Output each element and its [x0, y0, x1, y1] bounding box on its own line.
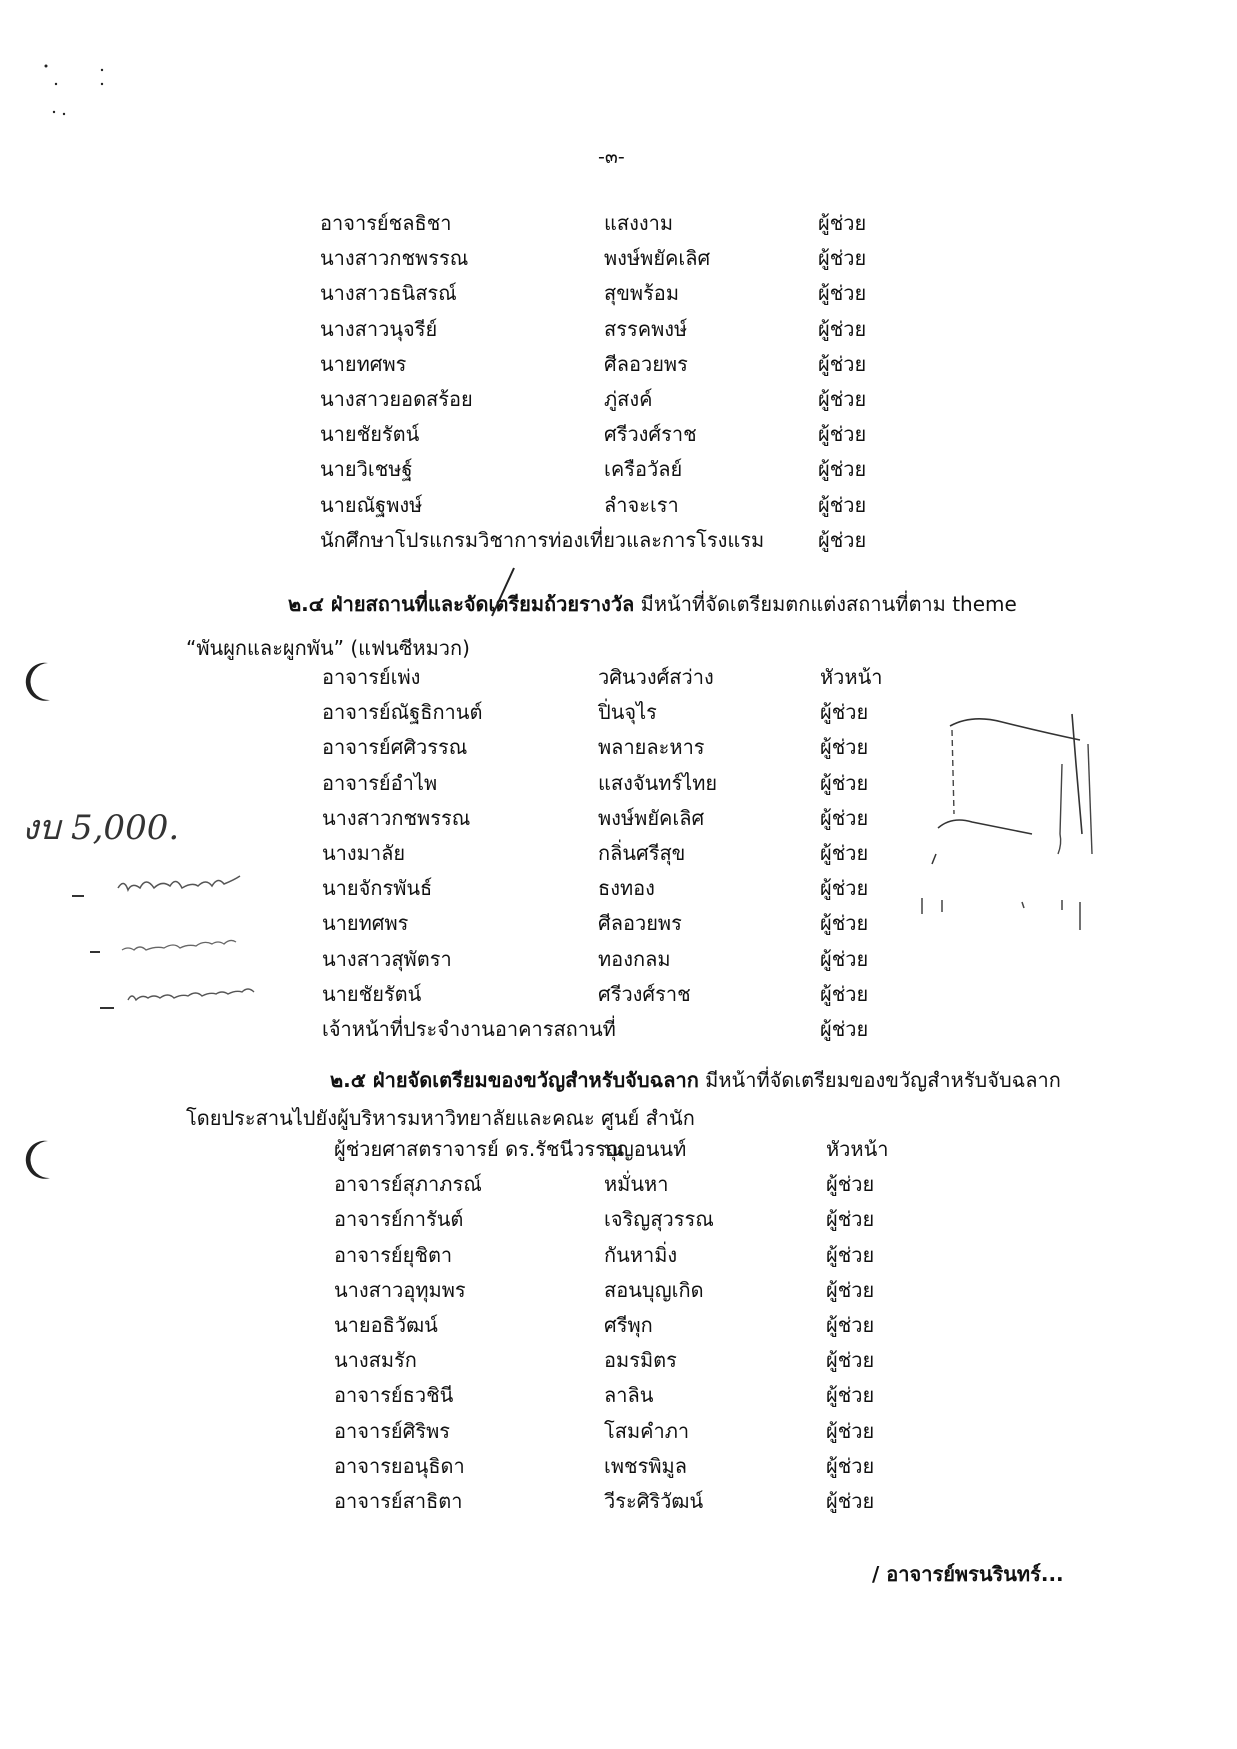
- member-role: ผู้ช่วย: [826, 1418, 875, 1443]
- member-surname: ลาลิน: [604, 1383, 654, 1408]
- member-name: นางสาวสุพัตรา: [322, 946, 452, 971]
- member-surname: โสมคำภา: [604, 1418, 690, 1443]
- member-name: นายทศพร: [320, 351, 407, 376]
- member-name: นางสาวอุทุมพร: [334, 1277, 466, 1302]
- member-name: ผู้ช่วยศาสตราจารย์ ดร.รัชนีวรรณ: [334, 1137, 625, 1161]
- list-item: [0, 1202, 1237, 1237]
- member-role: ผู้ช่วย: [826, 1172, 875, 1197]
- top-member-list: [0, 206, 1237, 558]
- list-item: [0, 1238, 1237, 1273]
- member-surname: ศรีวงศ์ราช: [604, 422, 697, 447]
- list-item: [0, 1484, 1237, 1519]
- member-name: นางสาวนุจรีย์: [320, 316, 438, 341]
- member-name: นางสาวกชพรรณ: [322, 805, 471, 830]
- member-role: ผู้ช่วย: [826, 1488, 875, 1513]
- list-item: [0, 1273, 1237, 1308]
- list-item: [0, 660, 1237, 695]
- member-surname: ศีลอวยพร: [604, 351, 688, 376]
- member-role: ผู้ช่วย: [826, 1242, 875, 1267]
- member-surname: แสงงาม: [604, 211, 674, 235]
- member-surname: กลิ่นศรีสุข: [598, 840, 686, 865]
- member-surname: ปิ่นจุไร: [598, 700, 657, 725]
- member-surname: ธงทอง: [598, 876, 655, 901]
- member-role: ผู้ช่วย: [826, 1312, 875, 1337]
- member-role: ผู้ช่วย: [826, 1207, 875, 1232]
- member-surname: พลายละหาร: [598, 735, 705, 760]
- member-role: ผู้ช่วย: [826, 1277, 875, 1302]
- binder-hole-icon: [24, 660, 54, 704]
- member-name: อาจารย์ชลธิชา: [320, 211, 452, 235]
- member-role: ผู้ช่วย: [818, 386, 867, 411]
- member-name: นายชัยรัตน์: [320, 422, 420, 447]
- section-2-4-heading: [288, 588, 1017, 620]
- member-name: อาจารย์ยุชิตา: [334, 1242, 453, 1267]
- member-role: ผู้ช่วย: [818, 351, 867, 376]
- member-role: ผู้ช่วย: [820, 700, 869, 725]
- member-role: หัวหน้า: [820, 665, 883, 689]
- member-role: ผู้ช่วย: [820, 946, 869, 971]
- binder-hole-icon: [24, 1138, 54, 1182]
- member-surname: อมรมิตร: [604, 1348, 677, 1373]
- speck-marks: [42, 62, 112, 126]
- member-name: นางสมรัก: [334, 1348, 417, 1373]
- member-role: ผู้ช่วย: [820, 1016, 869, 1041]
- section-2-5-member-list: [0, 1132, 1237, 1519]
- member-name: อาจารย์สุภาภรณ์: [334, 1172, 482, 1197]
- list-item: [0, 347, 1237, 382]
- handwritten-budget-note: งบ 5,000.: [22, 808, 180, 848]
- member-surname: เครือวัลย์: [604, 457, 683, 482]
- list-item: [0, 417, 1237, 452]
- list-item: [0, 1132, 1237, 1167]
- member-role: ผู้ช่วย: [820, 805, 869, 830]
- member-role: ผู้ช่วย: [818, 316, 867, 341]
- section-2-5-title: ๒.๕ ฝ่ายจัดเตรียมของขวัญสำหรับจับฉลาก: [330, 1068, 699, 1092]
- list-item: [0, 241, 1237, 276]
- list-item: [0, 1414, 1237, 1449]
- member-name: นายจักรพันธ์: [322, 876, 433, 901]
- handwritten-scribble-icon: [70, 862, 340, 1022]
- member-surname: วีระศิริวัฒน์: [604, 1488, 704, 1513]
- member-name: อาจารย์เพ่ง: [322, 665, 421, 689]
- member-surname: ศรีพุก: [604, 1312, 653, 1337]
- section-2-4-description: มีหน้าที่จัดเตรียมตกแต่งสถานที่ตาม theme: [634, 592, 1017, 616]
- section-2-5-description: มีหน้าที่จัดเตรียมของขวัญสำหรับจับฉลาก: [698, 1068, 1061, 1092]
- member-role: ผู้ช่วย: [818, 211, 867, 235]
- member-name: นายทศพร: [322, 911, 409, 936]
- member-surname: แสงจันทร์ไทย: [598, 770, 718, 795]
- member-name: อาจารย์ธวชินี: [334, 1383, 454, 1408]
- list-item: [0, 1308, 1237, 1343]
- member-role: หัวหน้า: [826, 1137, 889, 1161]
- strike-mark-icon: [488, 566, 518, 618]
- member-name: นางสาวกชพรรณ: [320, 246, 469, 271]
- member-surname: สุขพร้อม: [604, 281, 679, 306]
- section-2-5-coordination: โดยประสานไปยังผู้บริหารมหาวิทยาลัยและคณะ ศูนย์ สำนัก: [186, 1106, 695, 1130]
- continuation-footer: / อาจารย์พรนรินทร์...: [872, 1562, 1064, 1586]
- member-surname: สรรคพงษ์: [604, 316, 688, 341]
- member-surname: กันหามิ่ง: [604, 1242, 678, 1267]
- member-surname: สอนบุญเกิด: [604, 1277, 704, 1302]
- member-name: อาจารย์สาธิตา: [334, 1488, 463, 1513]
- list-item: [0, 523, 1237, 558]
- member-surname: พงษ์พยัคเลิศ: [598, 805, 705, 830]
- member-name: อาจารย์การันต์: [334, 1207, 464, 1232]
- member-role: ผู้ช่วย: [820, 770, 869, 795]
- list-item: [0, 452, 1237, 487]
- member-surname: เจริญสุวรรณ: [604, 1207, 714, 1232]
- member-role: ผู้ช่วย: [820, 876, 869, 901]
- member-surname: หมั่นหา: [604, 1172, 669, 1197]
- list-item: [0, 488, 1237, 523]
- member-surname: ทองกลม: [598, 946, 671, 971]
- handwritten-sketch-icon: [912, 704, 1102, 934]
- member-surname: วศินวงศ์สว่าง: [598, 665, 714, 689]
- member-surname: ศรีวงศ์ราช: [598, 981, 691, 1006]
- member-name: อาจารยอนุธิดา: [334, 1453, 465, 1478]
- list-item: [0, 276, 1237, 311]
- member-surname: ลำจะเรา: [604, 492, 679, 517]
- section-2-5-heading: [330, 1064, 1061, 1096]
- list-item: [0, 312, 1237, 347]
- member-name: เจ้าหน้าที่ประจำงานอาคารสถานที่: [322, 1016, 616, 1041]
- member-name: นางมาลัย: [322, 840, 406, 865]
- section-2-4-theme: “พันผูกและผูกพัน” (แฟนซีหมวก): [186, 636, 470, 660]
- member-role: ผู้ช่วย: [818, 492, 867, 517]
- member-name: อาจารย์อำไพ: [322, 770, 438, 795]
- member-role: ผู้ช่วย: [820, 840, 869, 865]
- member-role: ผู้ช่วย: [818, 246, 867, 271]
- member-name: นายวิเชษฐ์: [320, 457, 413, 482]
- list-item: [0, 1378, 1237, 1413]
- member-name: นายณัฐพงษ์: [320, 492, 423, 517]
- member-name: นางสาวยอดสร้อย: [320, 386, 473, 411]
- member-role: ผู้ช่วย: [820, 981, 869, 1006]
- member-role: ผู้ช่วย: [818, 281, 867, 306]
- member-surname: เพชรพิมูล: [604, 1453, 687, 1478]
- member-role: ผู้ช่วย: [820, 911, 869, 936]
- member-surname: พงษ์พยัคเลิศ: [604, 246, 711, 271]
- member-surname: บุญอนนท์: [604, 1137, 687, 1161]
- list-item: [0, 382, 1237, 417]
- member-surname: ศีลอวยพร: [598, 911, 682, 936]
- member-name: นางสาวธนิสรณ์: [320, 281, 457, 306]
- member-name: อาจารย์ศิริพร: [334, 1418, 451, 1443]
- member-role: ผู้ช่วย: [826, 1348, 875, 1373]
- member-role: ผู้ช่วย: [818, 527, 867, 552]
- member-name: นายชัยรัตน์: [322, 981, 422, 1006]
- list-item: [0, 1343, 1237, 1378]
- page-number: -๓-: [598, 146, 625, 168]
- member-surname: ภู่สงค์: [604, 386, 653, 411]
- member-name: นักศึกษาโปรแกรมวิชาการท่องเที่ยวและการโรงแรม: [320, 527, 765, 552]
- member-role: ผู้ช่วย: [818, 457, 867, 482]
- list-item: [0, 206, 1237, 241]
- member-role: ผู้ช่วย: [826, 1383, 875, 1408]
- list-item: [0, 1449, 1237, 1484]
- list-item: [0, 1167, 1237, 1202]
- member-name: อาจารย์ณัฐธิกานต์: [322, 700, 483, 725]
- member-role: ผู้ช่วย: [820, 735, 869, 760]
- member-name: อาจารย์ศศิวรรณ: [322, 735, 468, 760]
- section-2-4-title: ๒.๔ ฝ่ายสถานที่และจัดเตรียมถ้วยรางวัล: [288, 592, 635, 616]
- member-role: ผู้ช่วย: [826, 1453, 875, 1478]
- member-name: นายอธิวัฒน์: [334, 1312, 438, 1337]
- member-role: ผู้ช่วย: [818, 422, 867, 447]
